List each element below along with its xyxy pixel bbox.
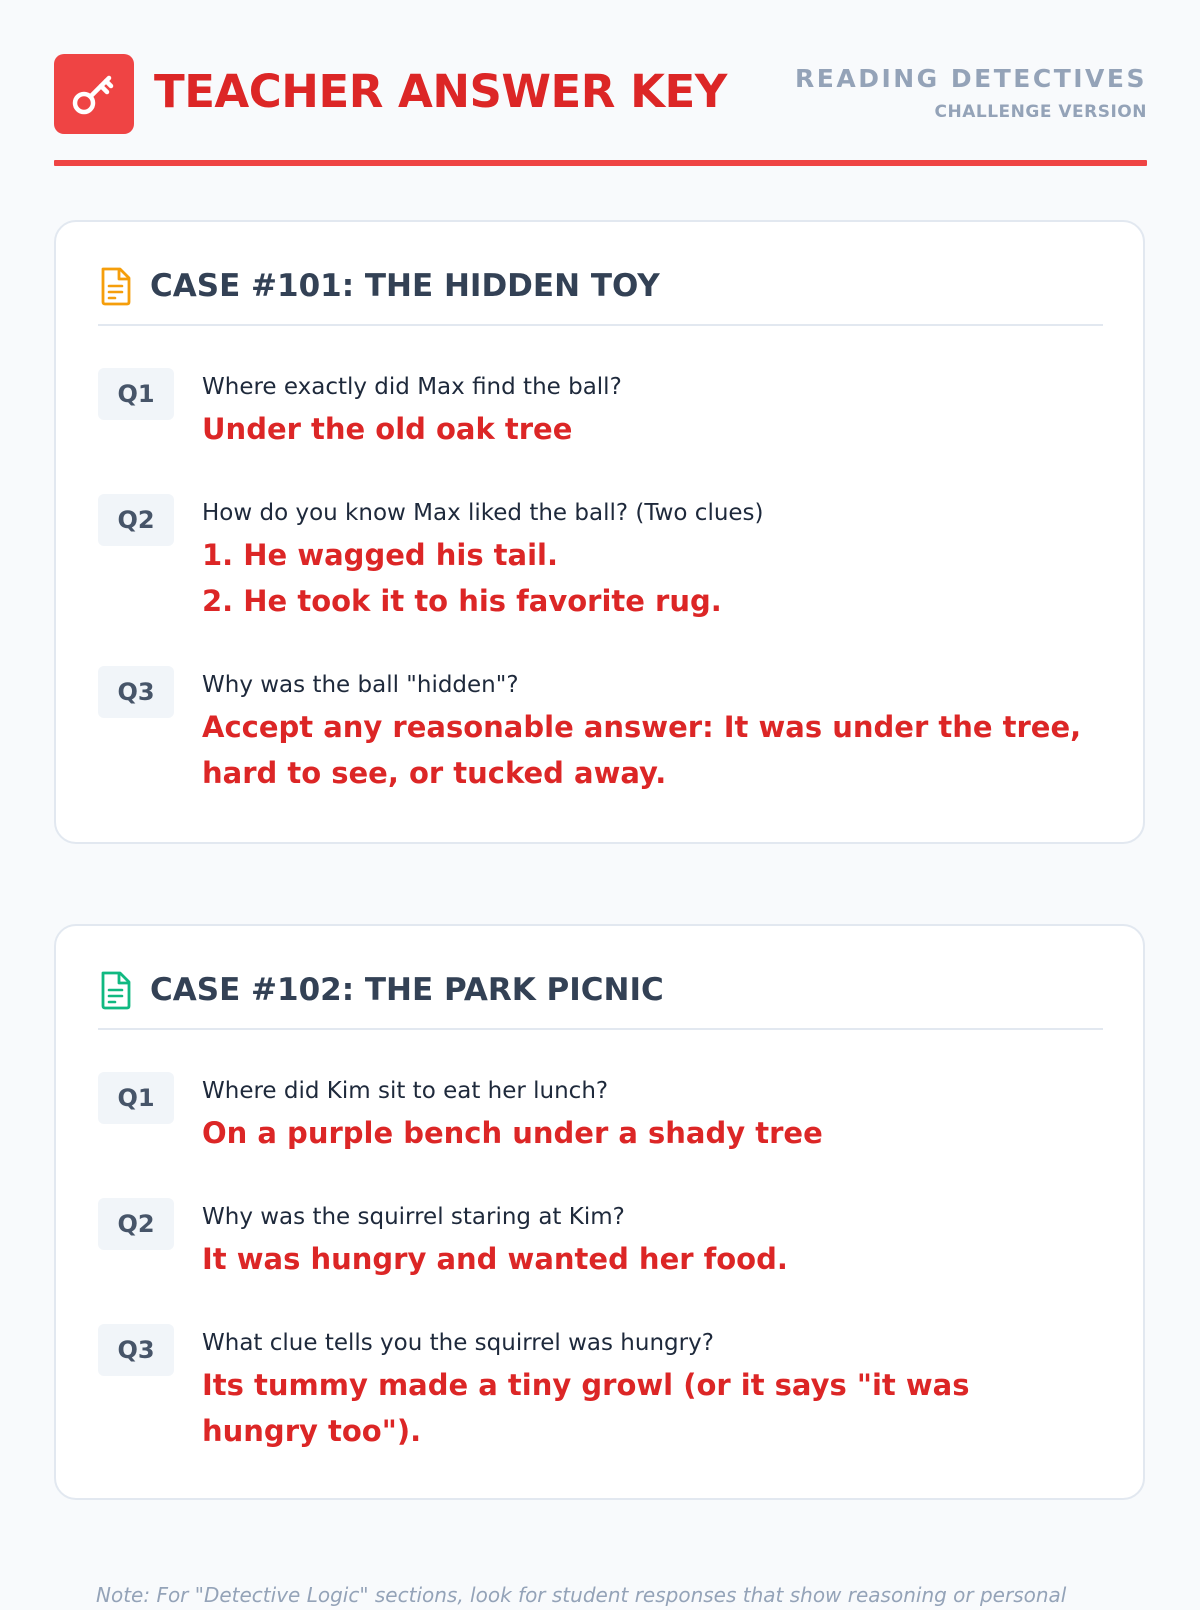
answer-line: Under the old oak tree	[202, 412, 573, 446]
answer-line: 2. He took it to his favorite rug.	[202, 584, 722, 618]
question-text: Where did Kim sit to eat her lunch?	[202, 1078, 609, 1104]
case-title: CASE #102: THE PARK PICNIC	[150, 972, 664, 1008]
case-title: CASE #101: THE HIDDEN TOY	[150, 268, 660, 304]
answer-text	[202, 1110, 1082, 1156]
footnote: Note: For "Detective Logic" sections, look for student responses that show reasoning or personal	[96, 1583, 1067, 1607]
question-number-badge: Q2	[98, 1198, 174, 1250]
document-icon	[98, 970, 134, 1010]
question-number-badge: Q3	[98, 1324, 174, 1376]
answer-text	[202, 1362, 1082, 1454]
question-text: Why was the squirrel staring at Kim?	[202, 1204, 625, 1230]
case-header	[98, 264, 1103, 326]
brand-name: READING DETECTIVES	[795, 64, 1147, 93]
key-icon	[68, 68, 120, 120]
document-icon	[98, 266, 134, 306]
page-header	[54, 54, 1147, 166]
brand-subtitle: CHALLENGE VERSION	[934, 102, 1147, 122]
question-number-badge: Q1	[98, 1072, 174, 1124]
answer-line: Its tummy made a tiny growl (or it says "it was hungry too").	[202, 1368, 970, 1448]
answer-line: Accept any reasonable answer: It was under the tree, hard to see, or tucked away.	[202, 710, 1082, 790]
answer-line: 1. He wagged his tail.	[202, 538, 559, 572]
question-text: How do you know Max liked the ball? (Two clues)	[202, 500, 764, 526]
question-text: Why was the ball "hidden"?	[202, 672, 519, 698]
header-divider	[54, 160, 1147, 166]
answer-text	[202, 1236, 1082, 1282]
question-number-badge: Q2	[98, 494, 174, 546]
question-text: What clue tells you the squirrel was hungry?	[202, 1330, 714, 1356]
case-header	[98, 968, 1103, 1030]
answer-line: It was hungry and wanted her food.	[202, 1242, 788, 1276]
logo	[54, 54, 134, 134]
answer-line: On a purple bench under a shady tree	[202, 1116, 823, 1150]
page-title: TEACHER ANSWER KEY	[154, 65, 727, 118]
question-text: Where exactly did Max find the ball?	[202, 374, 622, 400]
question-number-badge: Q3	[98, 666, 174, 718]
case-card-102	[54, 924, 1145, 1500]
case-card-101	[54, 220, 1145, 844]
answer-text	[202, 406, 1082, 452]
answer-text	[202, 704, 1082, 796]
answer-text	[202, 532, 1082, 624]
brand-block	[795, 64, 1147, 124]
question-number-badge: Q1	[98, 368, 174, 420]
